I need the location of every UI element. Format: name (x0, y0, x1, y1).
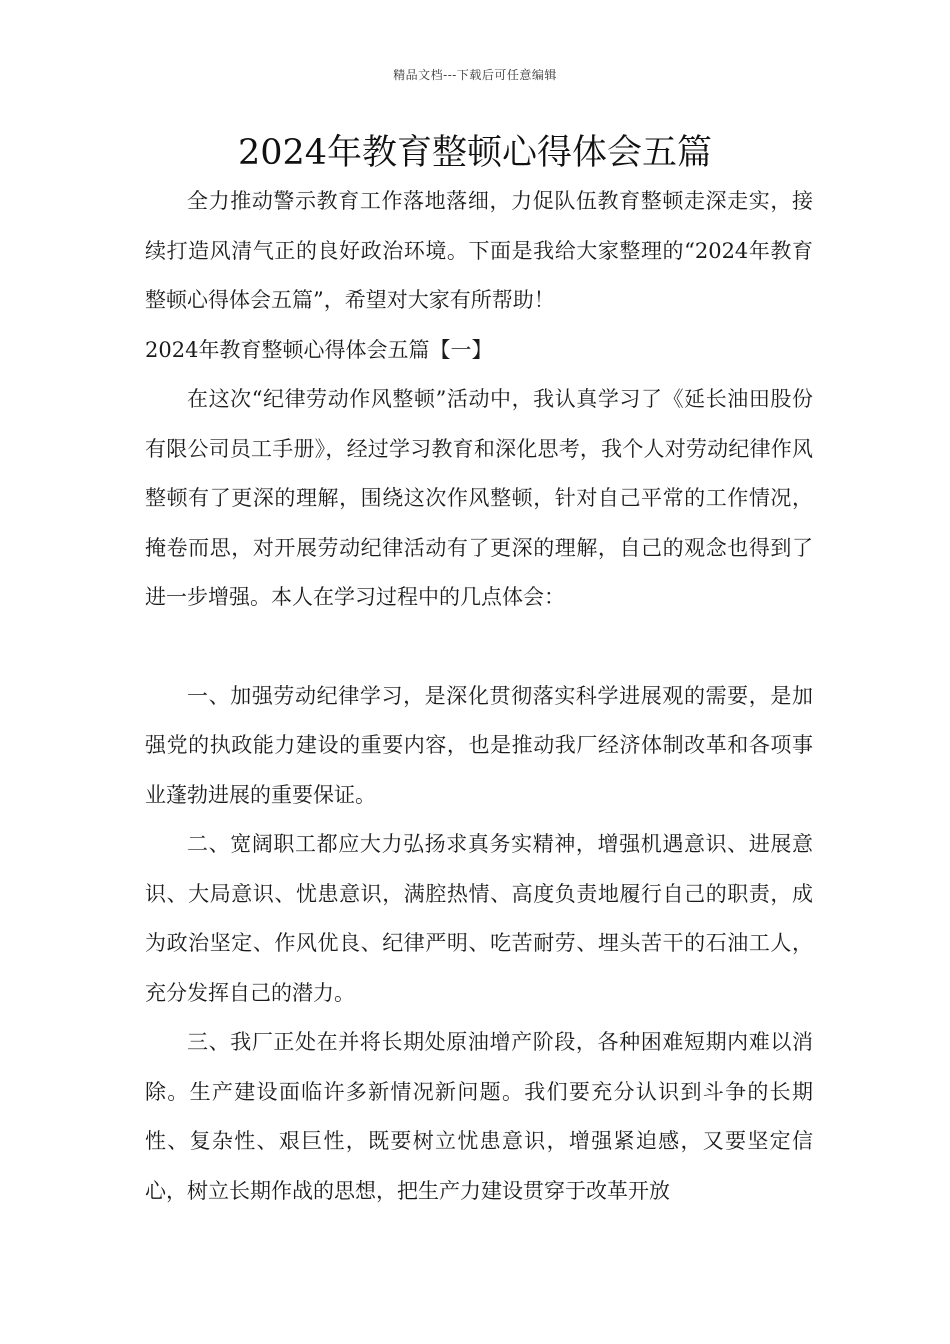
point-paragraph-2: 二、宽阔职工都应大力弘扬求真务实精神，增强机遇意识、进展意识、大局意识、忧患意识，满腔热情、高度负责地履行自己的职责，成为政治坚定、作风优良、纪律严明、吃苦耐劳、埋头苦干的石油工人，充分发挥自己的潜力。 (145, 832, 813, 1005)
intro-paragraph: 全力推动警示教育工作落地落细，力促队伍教育整顿走深走实，接续打造风清气正的良好政治环境。下面是我给大家整理的“2024年教育整顿心得体会五篇”，希望对大家有所帮助！ (145, 189, 813, 312)
paragraph-spacer (145, 623, 813, 672)
body-paragraph-1: 在这次“纪律劳动作风整顿”活动中，我认真学习了《延长油田股份有限公司员工手册》，经过学习教育和深化思考，我个人对劳动纪律作风整顿有了更深的理解，围绕这次作风整顿，针对自己平常的工作情况，掩卷而思，对开展劳动纪律活动有了更深的理解，自己的观念也得到了进一步增强。本人在学习过程中的几点体会： (145, 387, 813, 609)
section-heading: 2024年教育整顿心得体会五篇【一】 (145, 337, 493, 362)
document-title: 2024年教育整顿心得体会五篇 (237, 133, 713, 173)
document-body (145, 177, 813, 1216)
point-paragraph-3: 三、我厂正处在并将长期处原油增产阶段，各种困难短期内难以消除。生产建设面临许多新情况新问题。我们要充分认识到斗争的长期性、复杂性、艰巨性，既要树立忧患意识，增强紧迫感，又要坚定信心，树立长期作战的思想，把生产力建设贯穿于改革开放 (145, 1030, 813, 1203)
point-paragraph-1: 一、加强劳动纪律学习，是深化贯彻落实科学进展观的需要，是加强党的执政能力建设的重要内容，也是推动我厂经济体制改革和各项事业蓬勃进展的重要保证。 (145, 683, 813, 807)
header-note: 精品文档---下载后可任意编辑 (393, 68, 557, 82)
